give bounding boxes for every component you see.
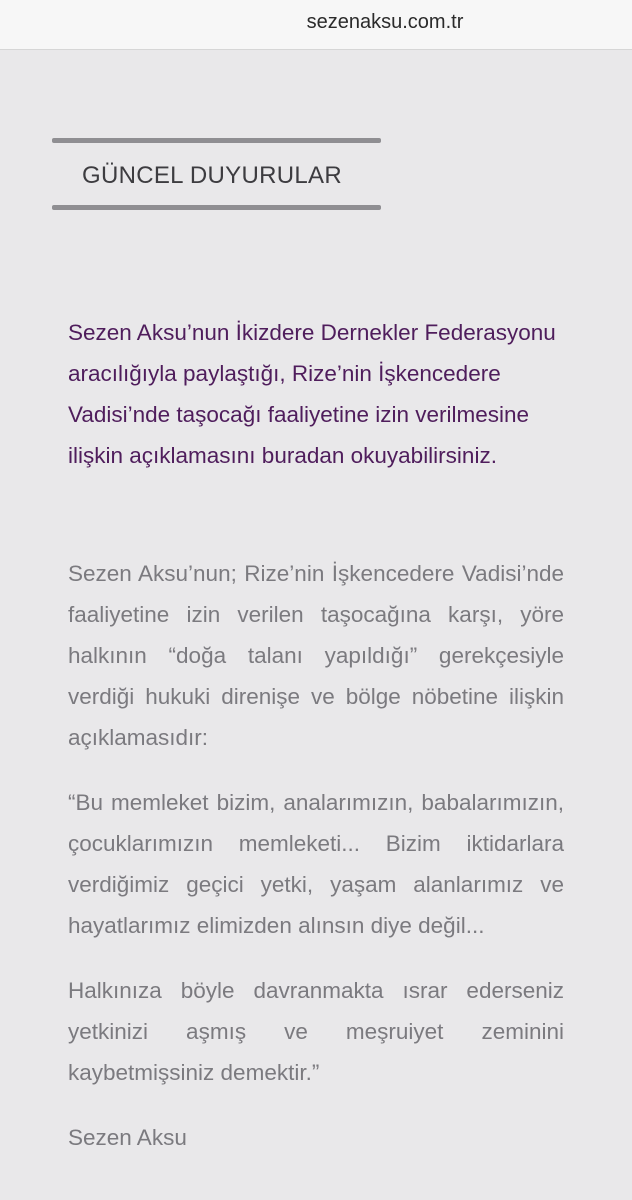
- announcement-content: [68, 312, 564, 1158]
- url-text[interactable]: sezenaksu.com.tr: [306, 11, 464, 33]
- quote-paragraph-closing: Halkınıza böyle davranmakta ısrar ederseniz yetkinizi aşmış ve meşruiyet zeminini kaybetmişsiniz demektir.”: [68, 978, 564, 1085]
- signature: Sezen Aksu: [68, 1125, 187, 1150]
- announcement-lead-link[interactable]: Sezen Aksu’nun İkizdere Dernekler Federasyonu aracılığıyla paylaştığı, Rize’nin İşkencedere Vadisi’nde taşocağı faaliyetine izin verilmesine ilişkin açıklamasını buradan okuyabilirsiniz.: [68, 320, 556, 468]
- header-bottom-rule: [52, 205, 381, 210]
- header-top-rule: [52, 138, 381, 143]
- browser-address-bar[interactable]: [0, 0, 632, 50]
- section-title: GÜNCEL DUYURULAR: [82, 162, 342, 189]
- quote-paragraph: “Bu memleket bizim, analarımızın, babalarımızın, çocuklarımızın memleketi... Bizim iktidarlara verdiğimiz geçici yetki, yaşam alanlarımız ve hayatlarımız elimizden alınsın diye değil...: [68, 790, 564, 938]
- section-header: [52, 138, 381, 210]
- announcement-paragraph: Sezen Aksu’nun; Rize’nin İşkencedere Vadisi’nde faaliyetine izin verilen taşocağına karşı, yöre halkının “doğa talanı yapıldığı” gerekçesiyle verdiği hukuki direnişe ve bölge nöbetine ilişkin açıklamasıdır:: [68, 561, 564, 750]
